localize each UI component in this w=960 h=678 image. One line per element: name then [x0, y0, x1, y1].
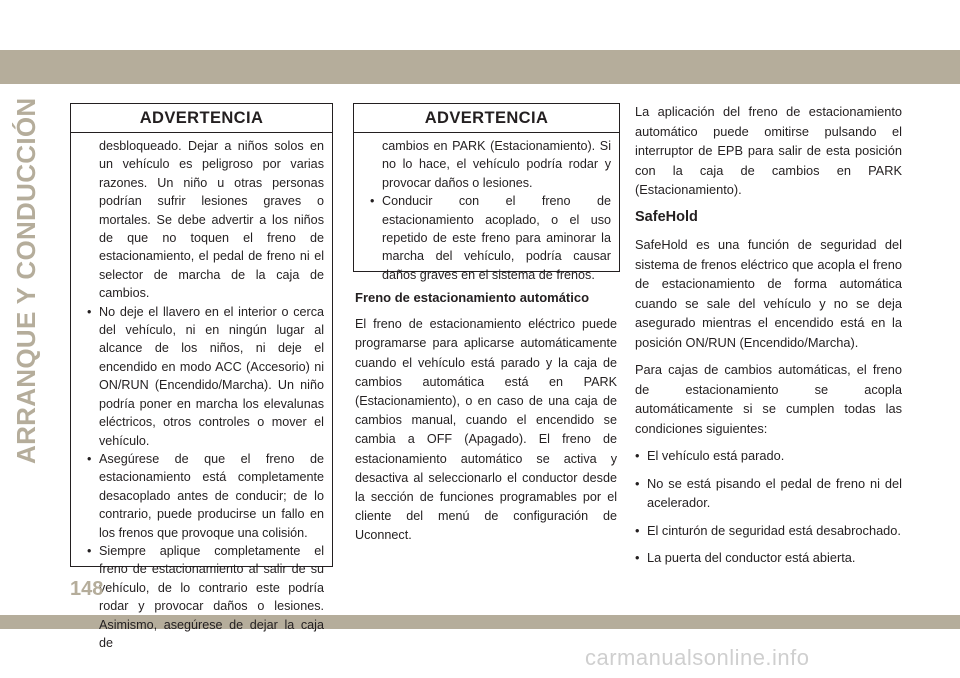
safehold-paragraph-1: SafeHold es una función de seguridad del sistema de frenos eléctrico que acopla el freno de estacionamiento de forma automática cuando se sale del vehículo y no se deja asegurado mientras el encendido está en la posición ON/RUN (Encendido/Marcha).: [635, 237, 902, 350]
page-number: 148: [70, 578, 104, 600]
warning-bullet: • No deje el llavero en el interior o cerca del vehículo, ni en ningún lugar al alcance de los niños, ni deje el encendido en modo ACC (Accesorio) ni ON/RUN (Encendido/Marcha). Un niño podría poner en marcha los elevalunas eléctricos, otros controles o mover el vehículo.: [87, 303, 324, 450]
warning-bullet: • Conducir con el freno de estacionamiento acoplado, o el uso repetido de este freno para aminorar la marcha del vehículo, podría causar daños graves en el sistema de frenos.: [370, 192, 611, 284]
warning-bullet-list: [370, 192, 611, 284]
warning-box-2: [353, 103, 620, 282]
warning-heading: ADVERTENCIA: [354, 104, 619, 133]
warning-body: [71, 133, 332, 656]
condition-item: • El cinturón de seguridad está desabrochado.: [635, 521, 902, 541]
auto-brake-section: [355, 288, 617, 546]
condition-item: • La puerta del conductor está abierta.: [635, 548, 902, 568]
warning-bullet: • Siempre aplique completamente el freno de estacionamiento al salir de su vehículo, de lo contrario este podría rodar y provocar daños o lesiones. Asimismo, asegúrese de dejar la caja de: [87, 542, 324, 652]
auto-brake-override-text: La aplicación del freno de estacionamiento automático puede omitirse pulsando el interruptor de EPB para salir de esta posición con la caja de cambios en PARK (Estacionamiento).: [635, 104, 902, 197]
auto-brake-heading: Freno de estacionamiento automático: [355, 290, 590, 305]
condition-item: • No se está pisando el pedal de freno ni del acelerador.: [635, 474, 902, 513]
warning-intro: cambios en PARK (Estacionamiento). Si no lo hace, el vehículo podría rodar y provocar daños o lesiones.: [382, 139, 611, 190]
safehold-paragraph-2: Para cajas de cambios automáticas, el freno de estacionamiento se acopla automáticamente si se cumplen todas las condiciones siguientes:: [635, 362, 902, 436]
condition-item: • El vehículo está parado.: [635, 446, 902, 466]
warning-body: [354, 133, 619, 288]
section-title: ARRANQUE Y CONDUCCIÓN: [11, 97, 41, 464]
warning-intro: desbloqueado. Dejar a niños solos en un vehículo es peligroso por varias razones. Un niño u otras personas podrían sufrir lesiones graves o mortales. Se debe advertir a los niños de que no toquen el freno de estacionamiento, el pedal de freno ni el selector de marcha de la caja de cambios.: [99, 139, 324, 301]
warning-heading: ADVERTENCIA: [71, 104, 332, 133]
right-column: [635, 102, 902, 576]
safehold-heading: SafeHold: [635, 208, 698, 225]
watermark: carmanualsonline.info: [585, 645, 810, 670]
header-band: [0, 50, 960, 84]
warning-bullet-list: [87, 303, 324, 653]
warning-bullet: • Asegúrese de que el freno de estacionamiento está completamente desacoplado antes de conducir; de lo contrario, puede producirse un fallo en los frenos que provoque una colisión.: [87, 450, 324, 542]
auto-brake-body: El freno de estacionamiento eléctrico puede programarse para aplicarse automáticamente cuando el vehículo está parado y la caja de cambios automática está en PARK (Estacionamiento), o en caso de una caja de cambios manual, cuando el encendido se cambia a OFF (Apagado). El freno de estacionamiento automático se activa y desactiva al seleccionarlo el conductor desde la sección de funciones programables por el cliente del menú de configuración de Uconnect.: [355, 317, 617, 543]
